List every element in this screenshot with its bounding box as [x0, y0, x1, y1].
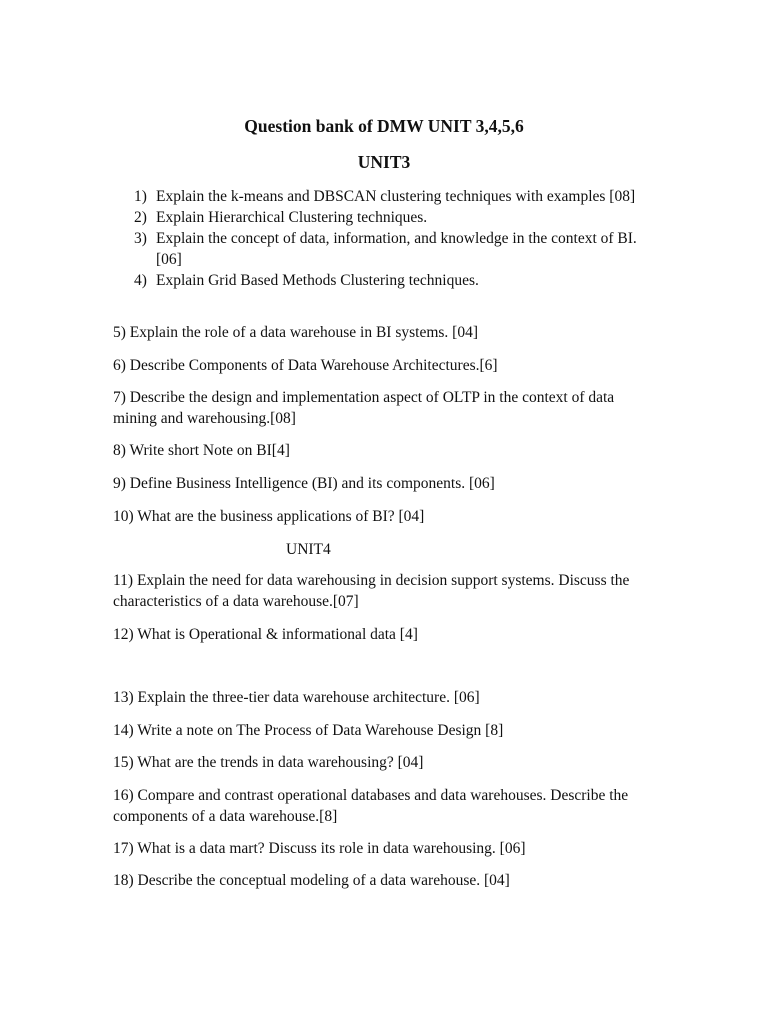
- unit3-numbered-list: [134, 186, 664, 291]
- question-9: 9) Define Business Intelligence (BI) and its components. [06]: [113, 475, 495, 492]
- list-item-text: Explain the concept of data, information, and knowledge in the context of BI. [06]: [156, 230, 637, 268]
- question-16: 16) Compare and contrast operational databases and data warehouses. Describe the components of a data warehouse.[8]: [113, 787, 629, 825]
- list-item-text: Explain Grid Based Methods Clustering techniques.: [156, 272, 479, 289]
- list-item-text: Explain Hierarchical Clustering techniques.: [156, 209, 428, 226]
- list-item: [134, 270, 664, 291]
- question-8: 8) Write short Note on BI[4]: [113, 442, 290, 459]
- question-18: 18) Describe the conceptual modeling of a data warehouse. [04]: [113, 872, 510, 889]
- list-item-number: 3): [134, 230, 147, 247]
- list-item: [134, 186, 664, 207]
- question-17: 17) What is a data mart? Discuss its role in data warehousing. [06]: [113, 840, 526, 857]
- question-7: 7) Describe the design and implementation aspect of OLTP in the context of data mining and warehousing.[08]: [113, 389, 615, 427]
- question-10: 10) What are the business applications of BI? [04]: [113, 508, 425, 525]
- unit4-heading: UNIT4: [286, 541, 331, 558]
- list-item-text: Explain the k-means and DBSCAN clustering techniques with examples [08]: [156, 188, 636, 205]
- question-14: 14) Write a note on The Process of Data Warehouse Design [8]: [113, 722, 504, 739]
- list-item: [134, 207, 664, 228]
- question-5: 5) Explain the role of a data warehouse in BI systems. [04]: [113, 324, 479, 341]
- question-11: 11) Explain the need for data warehousing in decision support systems. Discuss the characteristics of a data warehouse.[07]: [113, 572, 630, 610]
- list-item-number: 1): [134, 188, 147, 205]
- question-13: 13) Explain the three-tier data warehouse architecture. [06]: [113, 689, 480, 706]
- question-6: 6) Describe Components of Data Warehouse Architectures.[6]: [113, 357, 498, 374]
- question-12: 12) What is Operational & informational data [4]: [113, 626, 418, 643]
- question-15: 15) What are the trends in data warehousing? [04]: [113, 754, 424, 771]
- list-item: [134, 228, 664, 270]
- list-item-number: 2): [134, 209, 147, 226]
- list-item-number: 4): [134, 272, 147, 289]
- document-title: Question bank of DMW UNIT 3,4,5,6: [244, 116, 524, 136]
- unit3-heading: UNIT3: [357, 152, 411, 172]
